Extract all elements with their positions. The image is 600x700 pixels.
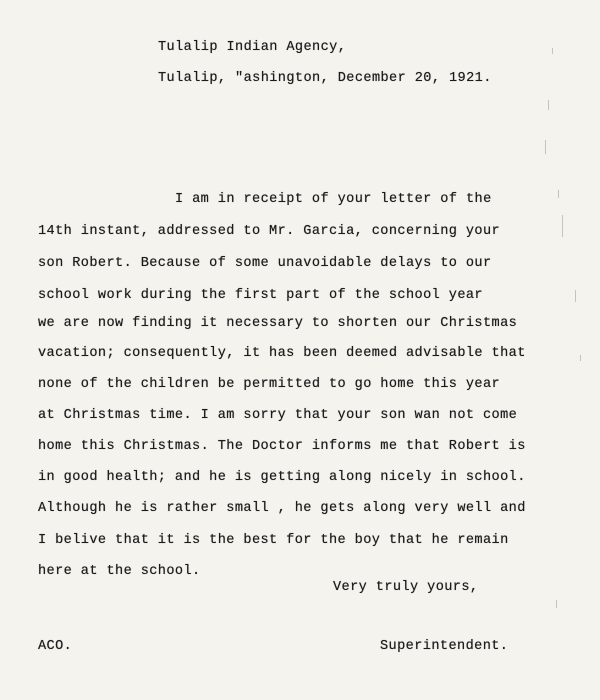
body-line: home this Christmas. The Doctor informs me that Robert is [38,439,526,454]
body-line: Although he is rather small , he gets along very well and [38,501,526,516]
body-line: son Robert. Because of some unavoidable delays to our [38,256,492,271]
body-line: none of the children be permitted to go home this year [38,377,501,392]
body-line: we are now finding it necessary to shorten our Christmas [38,316,518,331]
body-line: in good health; and he is getting along nicely in school. [38,470,526,485]
body-line: here at the school. [38,564,201,579]
body-line: at Christmas time. I am sorry that your son wan not come [38,408,518,423]
letterhead-agency: Tulalip Indian Agency, [158,40,347,55]
body-line: school work during the first part of the school year [38,288,483,303]
body-line: I belive that it is the best for the boy that he remain [38,533,509,548]
typist-initials: ACO. [38,639,73,654]
body-line: I am in receipt of your letter of the [175,192,492,207]
letterhead-place-date: Tulalip, "ashington, December 20, 1921. [158,71,492,86]
closing: Very truly yours, [333,580,479,595]
signature-title: Superintendent. [380,639,509,654]
body-line: 14th instant, addressed to Mr. Garcia, concerning your [38,224,501,239]
body-line: vacation; consequently, it has been deemed advisable that [38,346,526,361]
